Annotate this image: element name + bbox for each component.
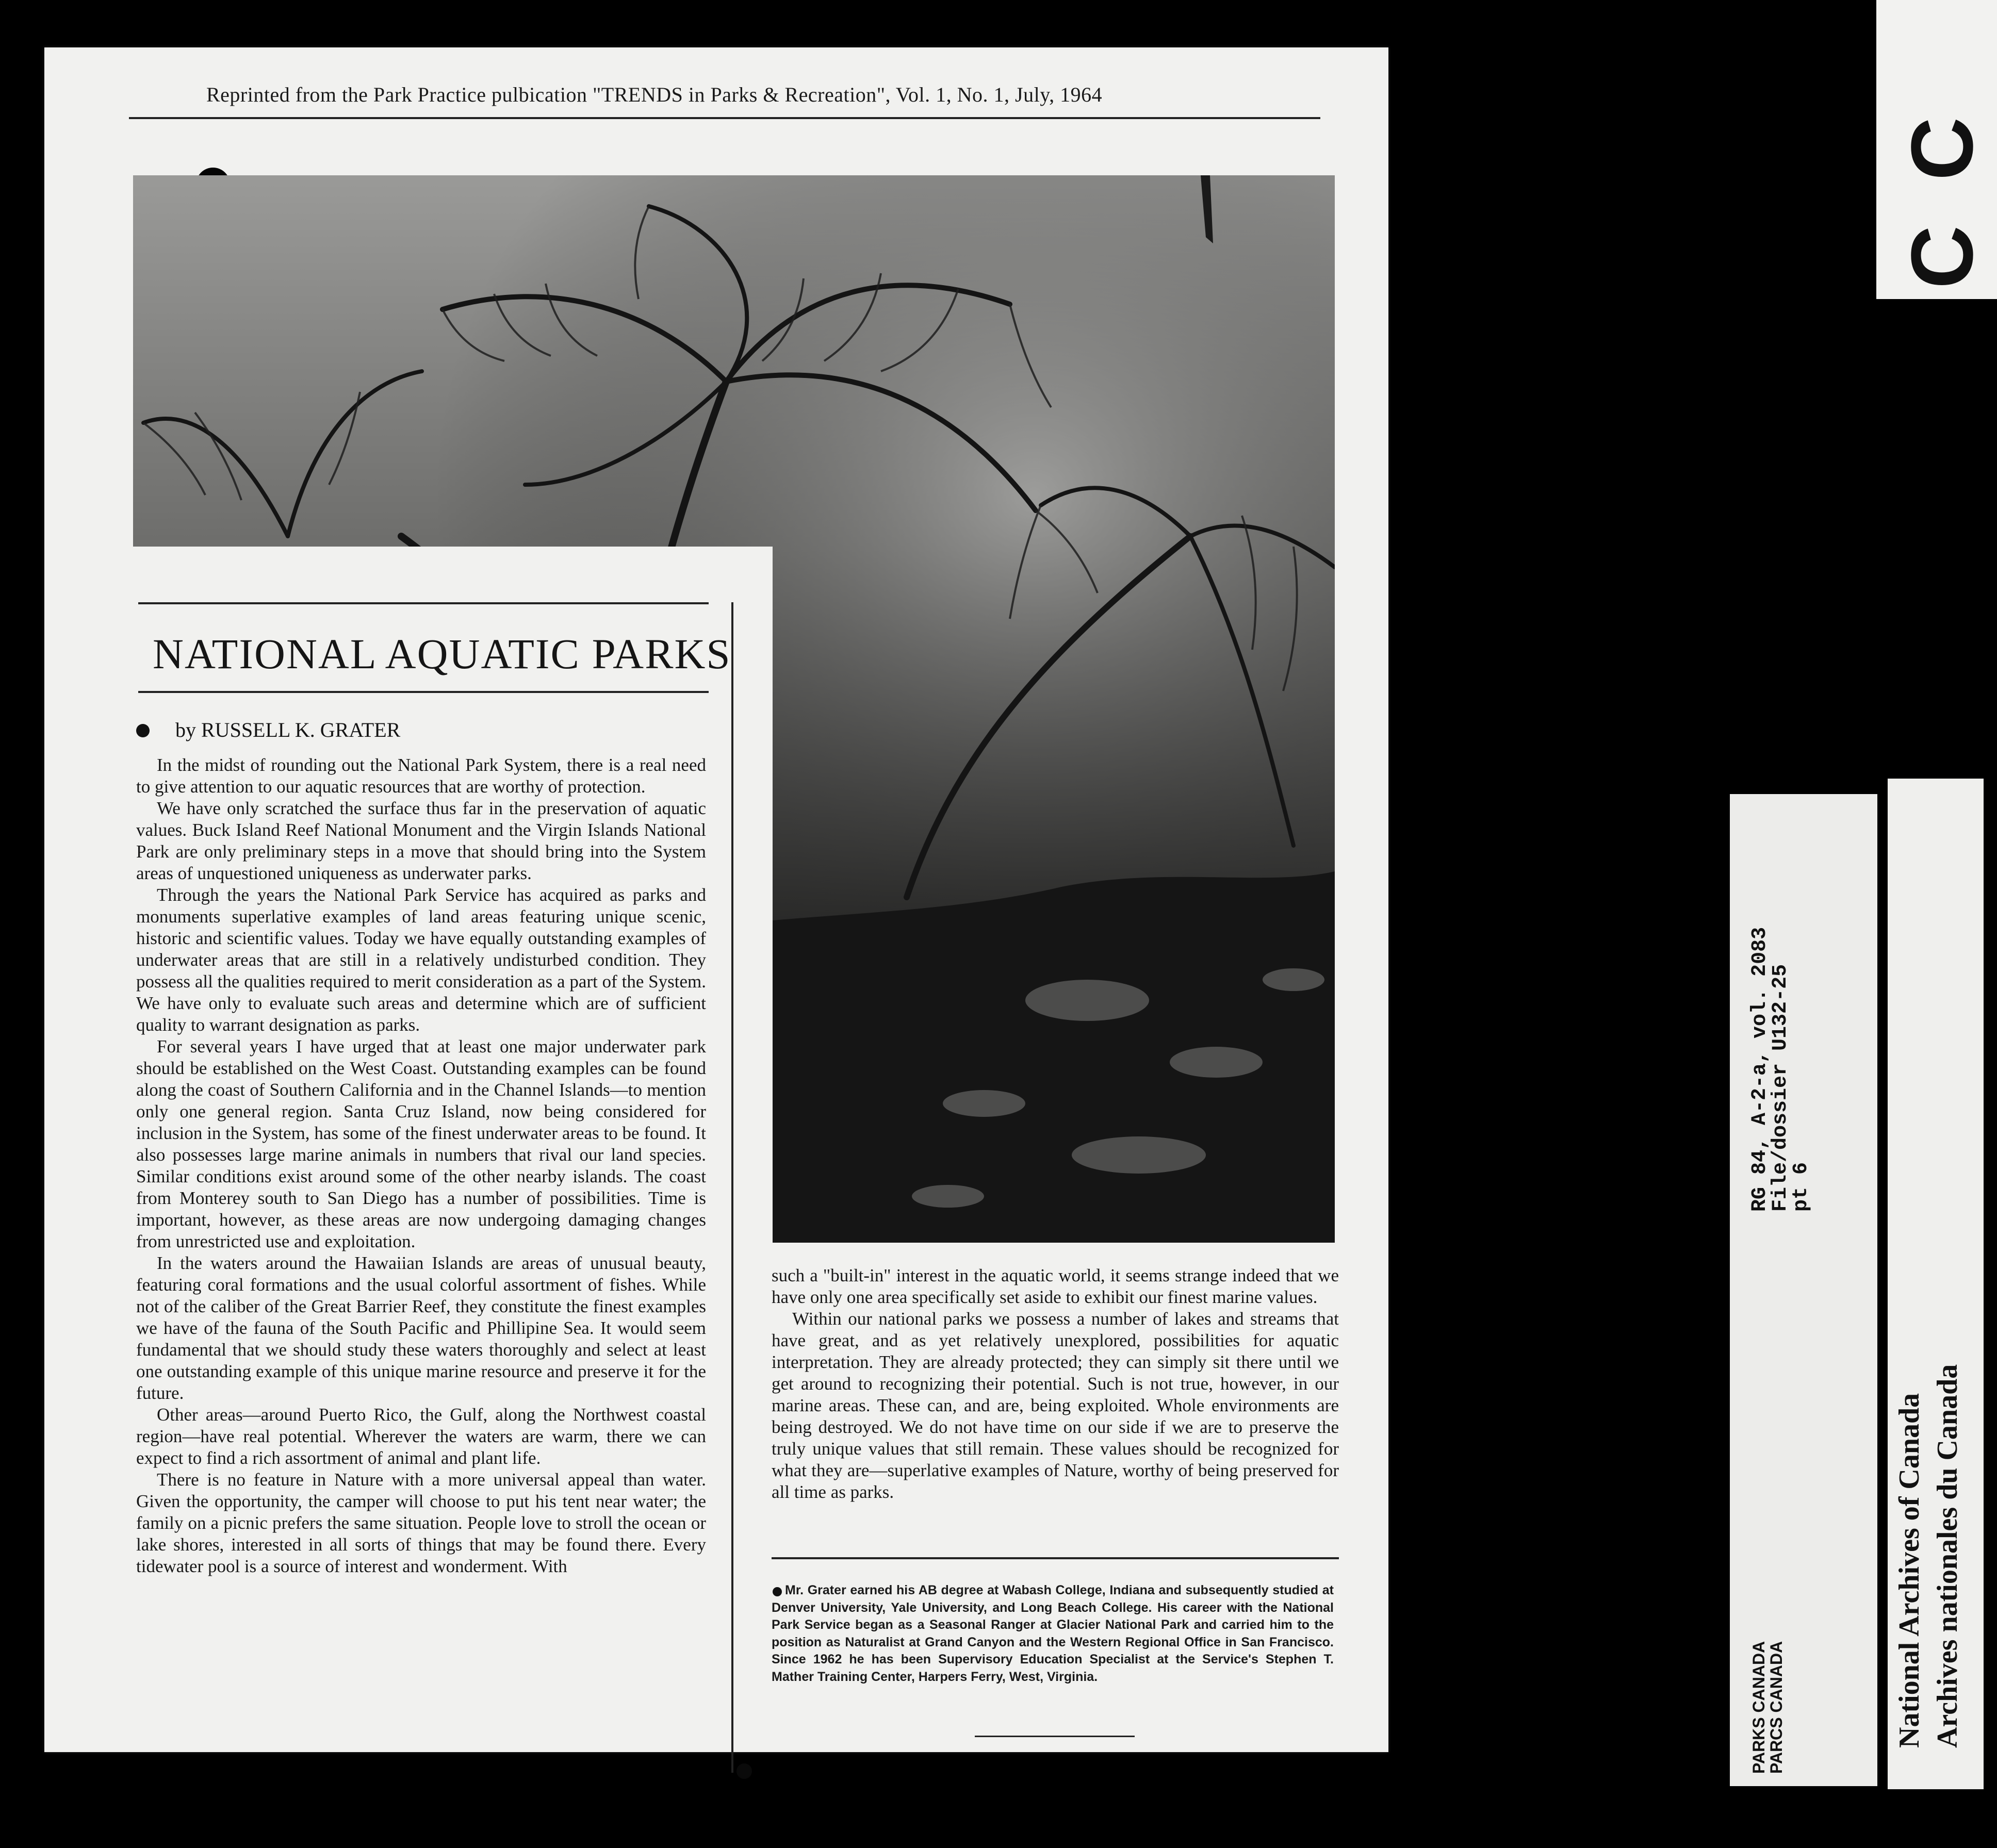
author-footnote [772, 1582, 1334, 1686]
title-bottom-rule [138, 691, 709, 693]
file-reference-line1: RG 84, A-2-a, vol. 2083 [1748, 927, 1772, 1212]
reprint-header: Reprinted from the Park Practice pulbication "TRENDS in Parks & Recreation", Vol. 1, No. 1, July, 1964 [206, 83, 1103, 106]
article-right-column [772, 1265, 1339, 1503]
paragraph: such a "built-in" interest in the aquatic world, it seems strange indeed that we have only one area specifically set aside to exhibit our finest marine values. [772, 1265, 1339, 1307]
file-reference-line2: File/dossier U132-25 [1769, 964, 1792, 1212]
article-left-column [136, 754, 706, 1577]
frame-code: C C [1893, 107, 1991, 289]
footnote-text: Mr. Grater earned his AB degree at Wabash College, Indiana and subsequently studied at Denver University, Yale University, and Long Beach College. His career with the National Park Service began as a Seasonal Ranger at Glacier National Park and carried him to the position as Naturalist at Grand Canyon and the Western Regional Office in San Francisco. Since 1962 he has been Supervisory Education Specialist at the Service's Stephen T. Mather Training Center, Harpers Ferry, West, Virginia. [772, 1583, 1334, 1684]
paragraph: In the waters around the Hawaiian Islands are areas of unusual beauty, featuring coral formations and the usual colorful assortment of fishes. While not of the caliber of the Great Barrier Reef, they constitute the finest examples we have of the fauna of the South Pacific and Phillipine Sea. It would seem fundamental that we should study these waters thoroughly and select at least one outstanding example of this unique marine resource and preserve it for the future. [136, 1253, 706, 1403]
footnote-rule [772, 1557, 1339, 1559]
byline: by RUSSELL K. GRATER [175, 718, 401, 741]
paragraph: In the midst of rounding out the National Park System, there is a real need to give attention to our aquatic resources that are worthy of protection. [136, 755, 706, 797]
paragraph: Through the years the National Park Service has acquired as parks and monuments superlative examples of land areas featuring unique scenic, historic and scientific values. Today we have equally outstanding examples of underwater areas that are still in a relatively undisturbed condition. They possess all the qualities required to merit consideration as a part of the System. We have only to evaluate such areas and determine which are of sufficient quality to warrant designation as parks. [136, 885, 706, 1035]
parks-canada-fr: PARCS CANADA [1767, 1641, 1786, 1774]
byline-bullet [136, 724, 150, 737]
paragraph: There is no feature in Nature with a more universal appeal than water. Given the opportunity, the camper will choose to put his tent near water; the family on a picnic prefers the same situation. People love to stroll the ocean or lake shores, interested in all sorts of things that may be found there. Every tidewater pool is a source of interest and wonderment. With [136, 1470, 706, 1576]
article-title: NATIONAL AQUATIC PARKS [153, 630, 731, 678]
column-end-dot [736, 1763, 752, 1779]
parks-canada-en: PARKS CANADA [1749, 1641, 1768, 1774]
national-archives-en: National Archives of Canada [1893, 1393, 1925, 1748]
paragraph: We have only scratched the surface thus far in the preservation of aquatic values. Buck Island Reef National Monument and the Virgin Islands National Park are only preliminary steps in a move that should bring into the System areas of unquestioned uniqueness as underwater parks. [136, 798, 706, 883]
footnote-end-rule [975, 1736, 1135, 1737]
column-divider [731, 602, 733, 1773]
title-top-rule [138, 602, 709, 604]
file-reference-line3: pt 6 [1790, 1162, 1813, 1212]
header-rule [129, 117, 1320, 119]
paragraph: For several years I have urged that at least one major underwater park should be established on the West Coast. Outstanding examples can be found along the coast of Southern California and in the Channel Islands—to mention only one general region. Santa Cruz Island, now being considered for inclusion in the System, has some of the finest underwater areas to be found. It also possesses large marine animals in numbers that rival our land species. Similar conditions exist around some of the other nearby islands. The coast from Monterey south to San Diego has a number of possibilities. Time is important, however, as these areas are now undergoing damaging changes from unrestricted use and exploitation. [136, 1036, 706, 1251]
paragraph: Other areas—around Puerto Rico, the Gulf, along the Northwest coastal region—have real potential. Wherever the waters are warm, there we can expect to find a rich assortment of animal and plant life. [136, 1405, 706, 1468]
paragraph: Within our national parks we possess a number of lakes and streams that have great, and as yet relatively unexplored, possibilities for aquatic interpretation. They are already protected; they can simply sit there until we get around to recognizing their potential. Such is not true, however, in our marine areas. These can, and are, being exploited. Whole environments are being destroyed. We do not have time on our side if we are to preserve the truly unique values that still remain. These values should be recognized for what they are—superlative examples of Nature, worthy of being preserved for all time as parks. [772, 1309, 1339, 1502]
national-archives-fr: Archives nationales du Canada [1931, 1364, 1963, 1748]
